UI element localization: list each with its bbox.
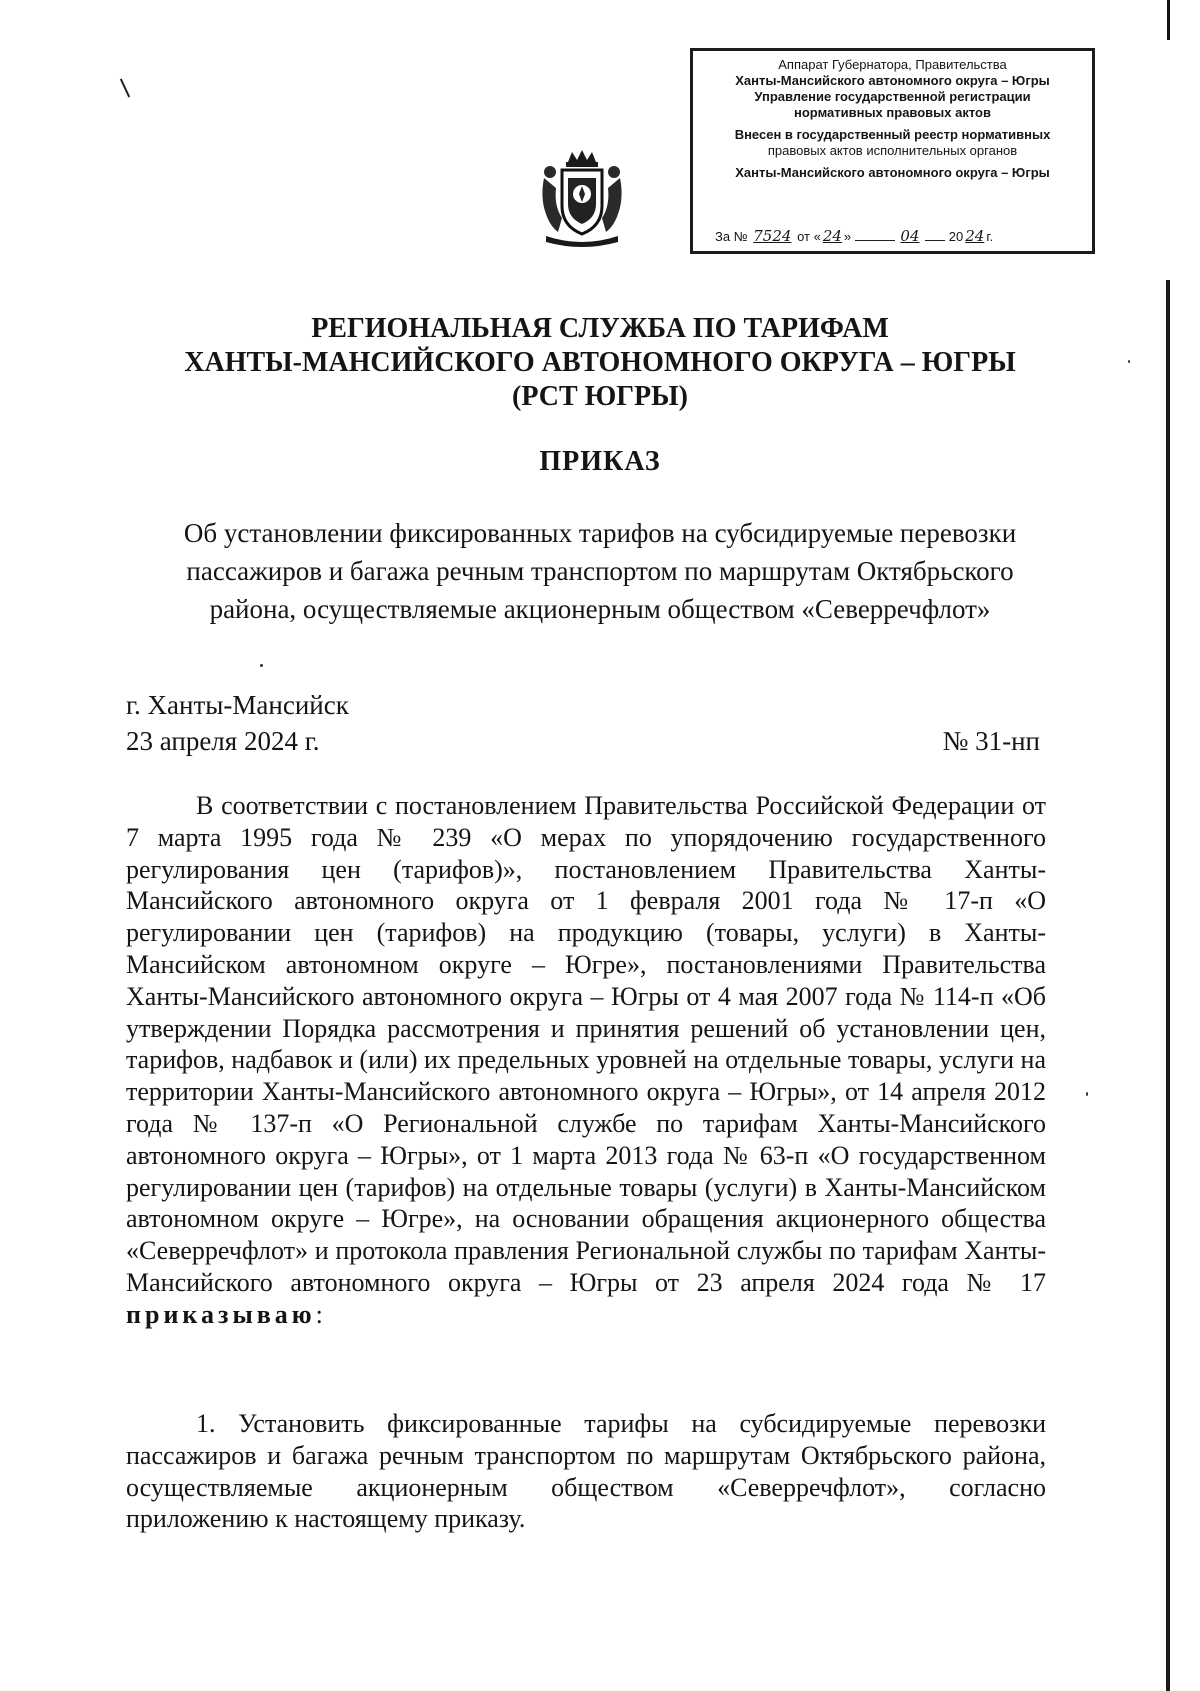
org-line: ХАНТЫ-МАНСИЙСКОГО АВТОНОМНОГО ОКРУГА – ЮГРЫ: [184, 347, 1016, 378]
subject-line: пассажиров и багажа речным транспортом по маршрутам Октябрьского: [186, 556, 1014, 586]
coat-of-arms-emblem: [532, 148, 632, 248]
stamp-reg-from: от «: [797, 229, 821, 244]
stamp-reg-year: 24: [965, 227, 985, 245]
organization-name: [0, 312, 1200, 414]
scan-edge-top: [1167, 0, 1170, 40]
stamp-reg-prefix: За №: [715, 229, 748, 244]
preamble-text: В соответствии с постановлением Правительства Российской Федерации от 7 марта 1995 года № 239 «О мерах по упорядочению государственного регулирования цен (тарифов)», постановлением Правительства Ханты-Мансийского автономного округа от 1 февраля 2001 года № 17-п «О регулировании цен (тарифов) на продукцию (товары, услуги) в Ханты-Мансийском автономном округе – Югре», постановлениями Правительства Ханты-Мансийского автономного округа – Югры от 4 мая 2007 года № 114-п «Об утверждении Порядка рассмотрения и принятия решений об установлении цен, тарифов, надбавок и (или) их предельных уровней на отдельные товары, услуги на территории Ханты-Мансийского автономного округа – Югры», от 14 апреля 2012 года № 137-п «О Региональной службе по тарифам Ханты-Мансийского автономного округа – Югры», от 1 марта 2013 года № 63-п «О государственном регулировании цен (тарифов) на отдельные товары (услуги) в Ханты-Мансийском автономном округе – Югре», на основании обращения акционерного общества «Северречфлот» и протокола правления Региональной службы по тарифам Ханты-Мансийского автономного округа – Югры от 23 апреля 2024 года № 17: [126, 791, 1046, 1297]
stamp-reg-number: 7524: [753, 227, 792, 245]
issue-date: 23 апреля 2024 г.: [126, 726, 320, 756]
scan-mark: [120, 79, 130, 98]
order-colon: :: [315, 1299, 323, 1329]
stamp-registration-line: [715, 228, 993, 245]
order-item-paragraph: 1. Установить фиксированные тарифы на субсидируемые перевозки пассажиров и багажа речным транспортом по маршрутам Октябрьского района, осуществляемые акционерным обществом «Северречфлот», согласно приложению к настоящему приказу.: [126, 1409, 1046, 1534]
scan-speck: [260, 664, 263, 667]
stamp-line: Ханты-Мансийского автономного округа – Югры: [735, 73, 1050, 88]
org-line: (РСТ ЮГРЫ): [512, 381, 688, 412]
stamp-line: нормативных правовых актов: [794, 105, 991, 120]
order-word: приказываю: [126, 1299, 316, 1329]
scan-edge-right: [1166, 280, 1170, 1691]
place-of-issue: г. Ханты-Мансийск: [126, 690, 349, 720]
stamp-line: Управление государственной регистрации: [754, 89, 1031, 104]
stamp-underline: [925, 240, 945, 241]
stamp-line: Аппарат Губернатора, Правительства: [778, 57, 1007, 72]
stamp-line: Внесен в государственный реестр нормативных: [734, 127, 1051, 142]
document-type-title: ПРИКАЗ: [539, 446, 661, 477]
stamp-reg-year-prefix: 20: [948, 229, 964, 244]
scan-speck: [1086, 1092, 1088, 1096]
order-subject: [0, 514, 1200, 628]
org-line: РЕГИОНАЛЬНАЯ СЛУЖБА ПО ТАРИФАМ: [311, 313, 889, 344]
stamp-line: правовых актов исполнительных органов: [767, 143, 1018, 158]
stamp-underline: [855, 240, 895, 241]
stamp-reg-day: 24: [822, 227, 842, 245]
document-number: № 31-нп: [942, 726, 1040, 756]
stamp-reg-close: »: [843, 229, 852, 244]
stamp-reg-suffix: г.: [986, 229, 994, 244]
stamp-reg-month: 04: [900, 227, 920, 245]
subject-line: района, осуществляемые акционерным обществом «Северречфлот»: [209, 594, 991, 624]
subject-line: Об установлении фиксированных тарифов на субсидируемые перевозки: [183, 518, 1017, 548]
preamble-paragraph: [126, 790, 1046, 1331]
stamp-line: Ханты-Мансийского автономного округа – Югры: [735, 165, 1050, 180]
registration-stamp: [690, 48, 1095, 254]
